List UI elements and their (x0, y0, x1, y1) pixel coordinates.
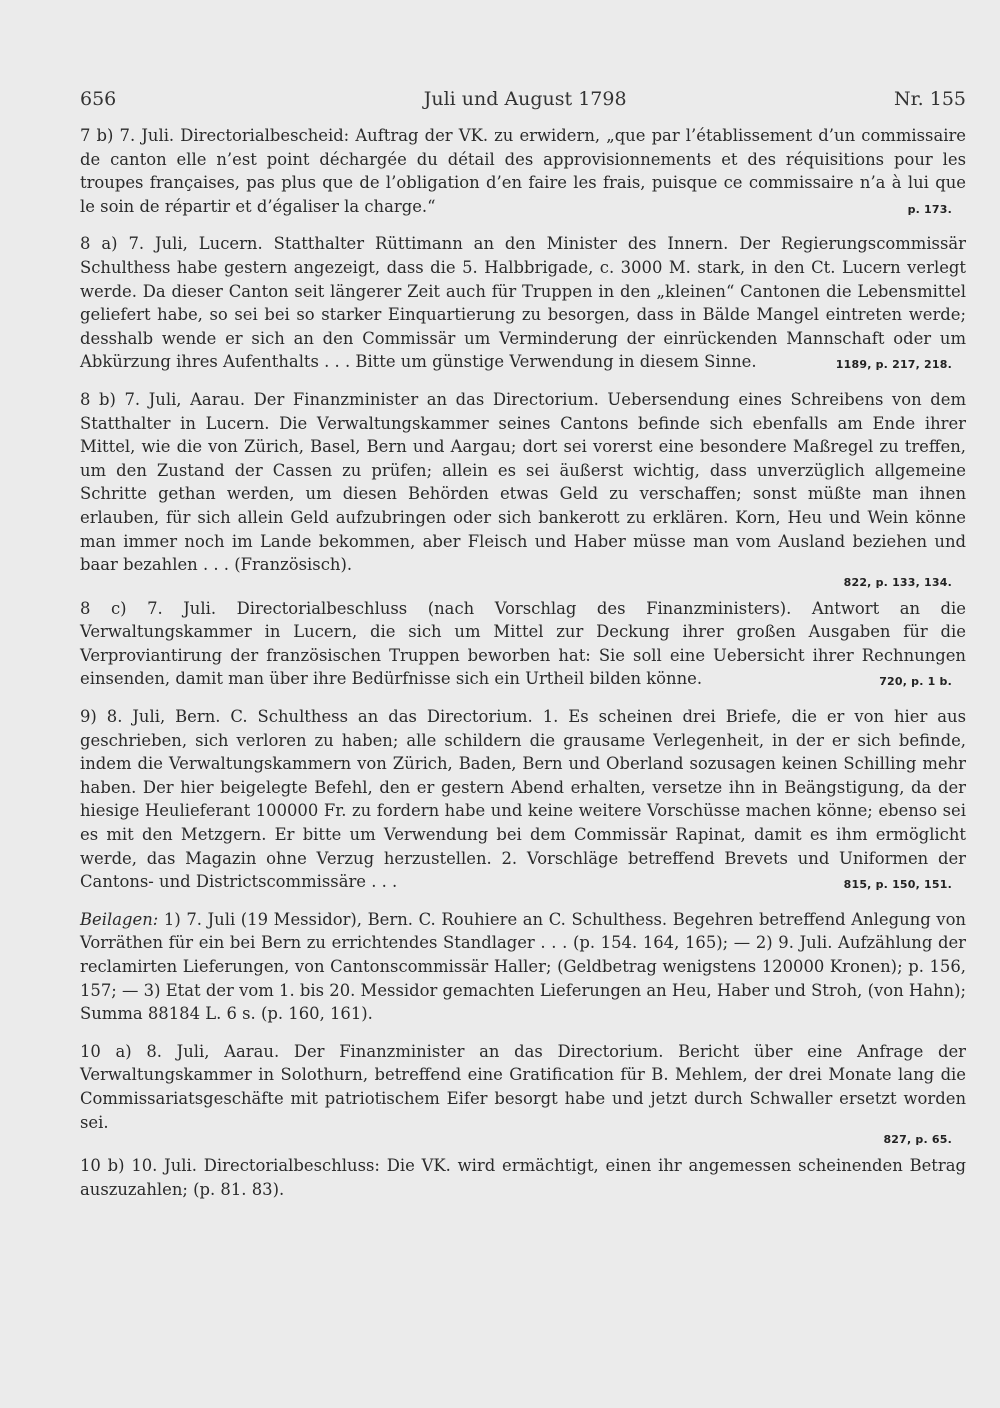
entry-text: 1) 7. Juli (19 Messidor), Bern. C. Rouhiere an C. Schulthess. Begehren betreffend Anlegung von Vorräthen für ein bei Bern zu errichtendes Standlager . . . (p. 154. 164, 165); — 2) 9. Juli. Aufzählung der reclamirten Lieferungen, von Cantonscommissär Haller; (Geldbetrag wenigstens 120000 Kronen); p. 156, 157; — 3) Etat der vom 1. bis 20. Messidor gemachten Lieferungen an Heu, Haber und Stroh, (von Hahn); Summa 88184 L. 6 s. (p. 160, 161). (80, 909, 966, 1024)
entry-text: 10 a) 8. Juli, Aarau. Der Finanzminister an das Directorium. Bericht über eine Anfrage der Verwaltungskammer in Solothurn, betreffend eine Gratification für B. Mehlem, der drei Monate lang die Commissariatsgeschäfte mit patriotischem Eifer besorgt habe und jetzt durch Schwaller ersetzt worden sei. (80, 1041, 966, 1132)
entry-text: 8 b) 7. Juli, Aarau. Der Finanzminister an das Directorium. Uebersendung eines Schreibens von dem Statthalter in Lucern. Die Verwaltungskammer seines Cantons befinde sich ebenfalls am Ende ihrer Mittel, wie die von Zürich, Basel, Bern und Aargau; dort sei vorerst eine besondere Maßregel zu treffen, um den Zustand der Cassen zu prüfen; allein es sei äußerst wichtig, dass unverzüglich allgemeine Schritte gethan werden, um diesen Behörden etwas Geld zu verschaffen; sonst müßte man ihnen erlauben, für sich allein Geld aufzubringen oder sich bankerott zu erklären. Korn, Heu und Wein könne man immer noch im Lande bekommen, aber Fleisch und Haber müsse man vom Ausland beziehen und baar bezahlen . . . (Französisch). (80, 389, 966, 575)
archive-reference: 822, p. 133, 134. (843, 575, 952, 589)
entry-beilagen (80, 908, 966, 1026)
entry-text: 10 b) 10. Juli. Directorialbeschluss: Die VK. wird ermächtigt, einen ihr angemessen scheinenden Betrag auszuzahlen; (p. 81. 83). (80, 1156, 966, 1199)
archive-reference: p. 173. (907, 202, 952, 216)
page-number: 656 (80, 88, 117, 110)
page-header (80, 88, 966, 110)
archive-reference: 1189, p. 217, 218. (835, 358, 952, 372)
entry-text: 7 b) 7. Juli. Directorialbescheid: Auftrag der VK. zu erwidern, „que par l’établissement d’un commissaire de canton elle n’est point déchargée du détail des approvisionnements et des réquisitions pour les troupes françaises, pas plus que de l’obligation d’en faire les frais, puisque ce commissaire n’a à lui que le soin de répartir et d’égaliser la charge.“ (80, 126, 966, 216)
entry-text: 8 c) 7. Juli. Directorialbeschluss (nach Vorschlag des Finanzministers). Antwort an die Verwaltungskammer in Lucern, die sich um Mittel zur Deckung ihrer großen Ausgaben für die Verproviantirung der französischen Truppen beworben hat: Sie soll eine Uebersicht ihrer Rechnungen einsenden, damit man über ihre Bedürfnisse sich ein Urtheil bilden könne. (80, 598, 966, 689)
archive-reference: 815, p. 150, 151. (843, 878, 952, 892)
entry-8a (80, 232, 966, 374)
entry-7b (80, 124, 966, 218)
entry-9 (80, 705, 966, 894)
entry-10b (80, 1154, 966, 1201)
entry-8c (80, 597, 966, 691)
section-number: Nr. 155 (894, 88, 966, 110)
archive-reference: 827, p. 65. (883, 1133, 952, 1147)
archive-reference: 720, p. 1 b. (879, 675, 952, 689)
document-page (80, 88, 966, 1378)
entry-8b (80, 388, 966, 591)
entry-text: 8 a) 7. Juli, Lucern. Statthalter Rüttimann an den Minister des Innern. Der Regierungscommissär Schulthess habe gestern angezeigt, dass die 5. Halbbrigade, c. 3000 M. stark, in den Ct. Lucern verlegt werde. Da dieser Canton seit längerer Zeit auch für Truppen in den „kleinen“ Cantonen die Lebensmittel geliefert habe, so sei bei so starker Einquartierung zu besorgen, dass in Bälde Mangel eintreten werde; desshalb wende er sich an den Commissär um Verminderung der einrückenden Mannschaft oder um Abkürzung ihres Aufenthalts . . . Bitte um günstige Verwendung in diesem Sinne. (80, 234, 966, 372)
beilagen-label: Beilagen: (80, 909, 159, 929)
entry-text: 9) 8. Juli, Bern. C. Schulthess an das Directorium. 1. Es scheinen drei Briefe, die er von hier aus geschrieben, sich verloren zu haben; alle schildern die grausame Verlegenheit, in der er sich befinde, indem die Verwaltungskammern von Zürich, Baden, Bern und Oberland sozusagen keinen Schilling mehr haben. Der hier beigelegte Befehl, den er gestern Abend erhalten, versetze ihn in Beängstigung, da der hiesige Heulieferant 100000 Fr. zu fordern habe und keine weitere Vorschüsse machen könne; ebenso sei es mit den Metzgern. Er bitte um Verwendung bei dem Commissär Rapinat, damit es ihm ermöglicht werde, das Magazin ohne Verzug herzustellen. 2. Vorschläge betreffend Brevets und Uniformen der Cantons- und Districtscommissäre . . . (80, 707, 966, 892)
entry-10a (80, 1040, 966, 1148)
running-title: Juli und August 1798 (423, 88, 627, 110)
